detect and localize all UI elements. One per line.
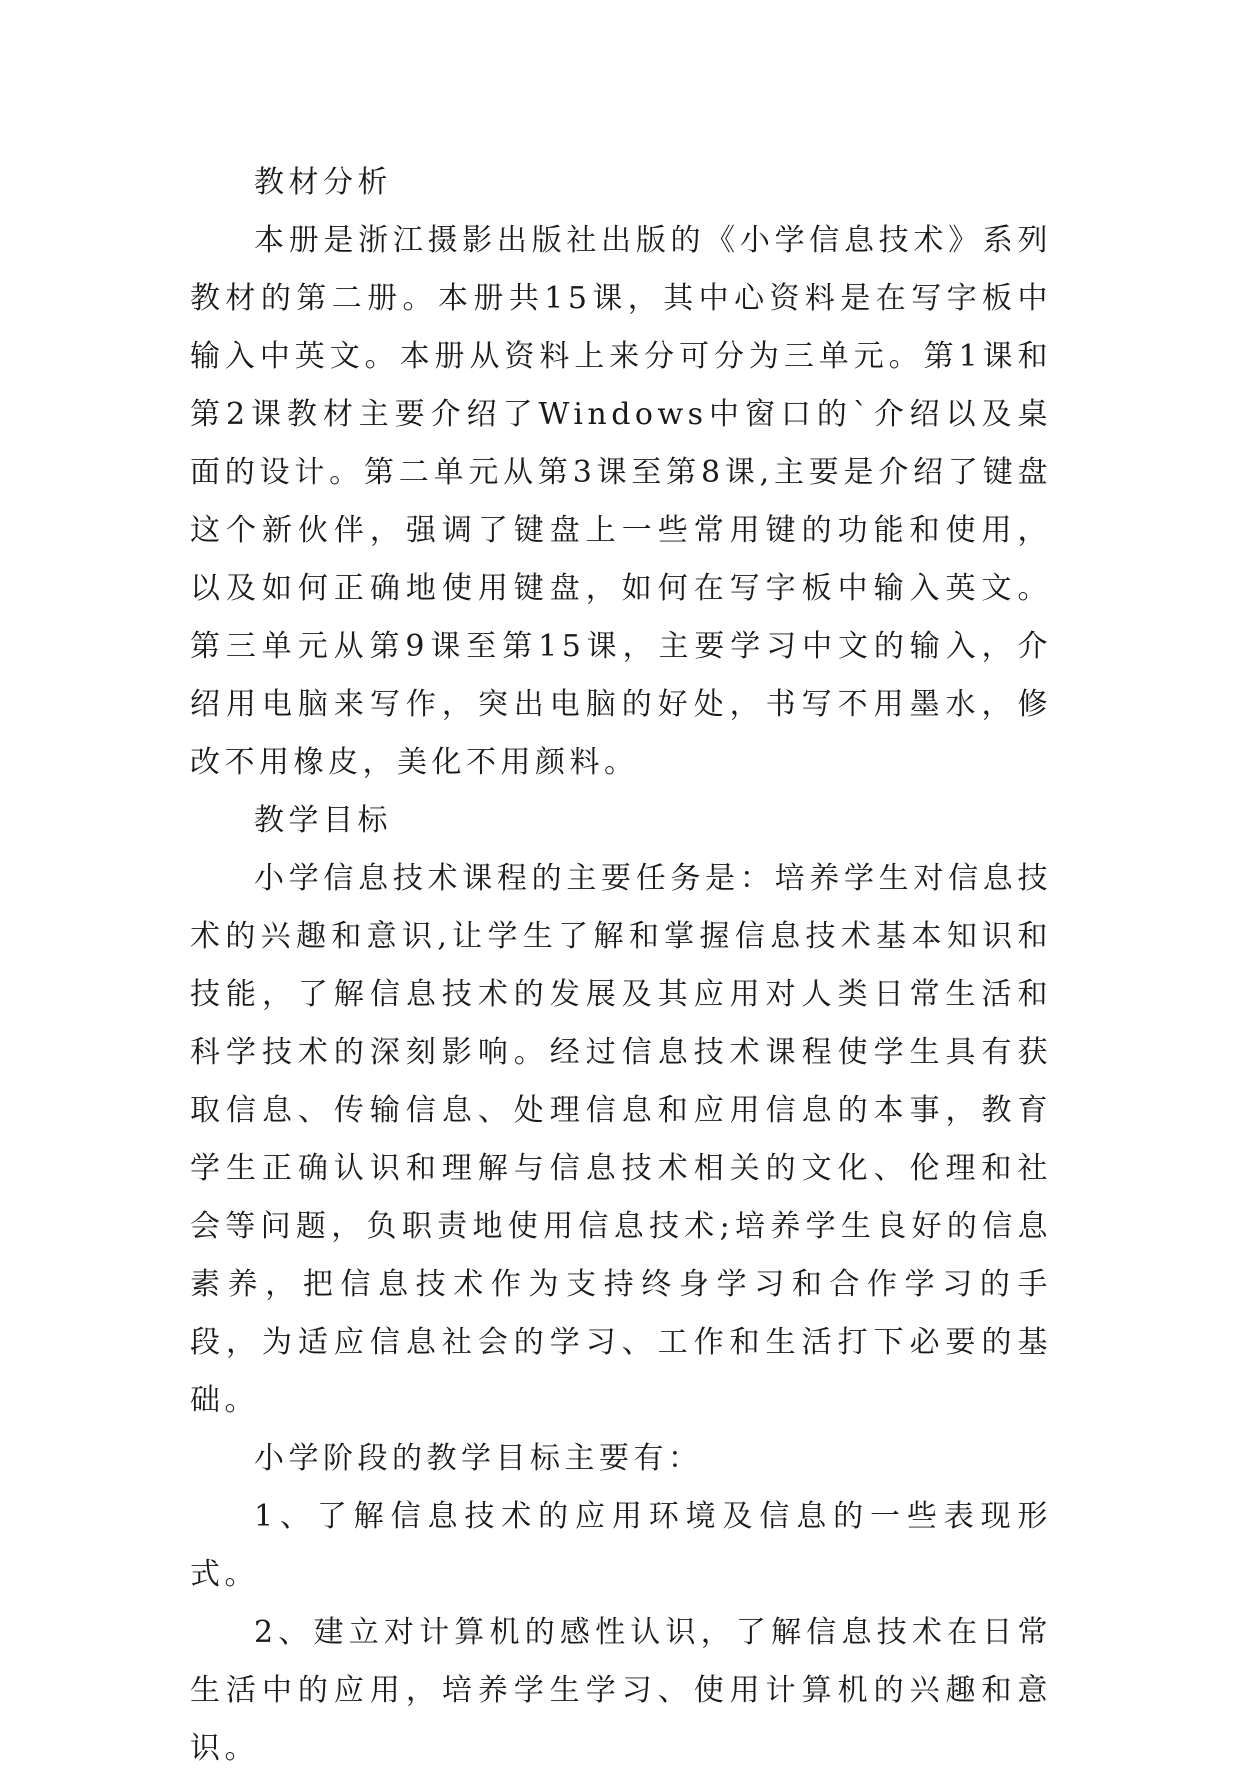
paragraph-textbook-analysis: 本册是浙江摄影出版社出版的《小学信息技术》系列教材的第二册。本册共15课，其中心资料是在写字板中输入中英文。本册从资料上来分可分为三单元。第1课和第2课教材主要介绍了Windows中窗口的`介绍以及桌面的设计。第二单元从第3课至第8课,主要是介绍了键盘这个新伙伴，强调了键盘上一些常用键的功能和使用，以及如何正确地使用键盘，如何在写字板中输入英文。第三单元从第9课至第15课，主要学习中文的输入，介绍用电脑来写作，突出电脑的好处，书写不用墨水，修改不用橡皮，美化不用颜料。: [190, 223, 1052, 780]
list-item-goal-2: 2、建立对计算机的感性认识，了解信息技术在日常生活中的应用，培养学生学习、使用计算机的兴趣和意识。: [190, 1615, 1052, 1766]
heading-textbook-analysis: 教材分析: [254, 165, 392, 200]
paragraph-course-tasks: 小学信息技术课程的主要任务是：培养学生对信息技术的兴趣和意识,让学生了解和掌握信息技术基本知识和技能，了解信息技术的发展及其应用对人类日常生活和科学技术的深刻影响。经过信息技术课程使学生具有获取信息、传输信息、处理信息和应用信息的本事，教育学生正确认识和理解与信息技术相关的文化、伦理和社会等问题，负职责地使用信息技术;培养学生良好的信息素养，把信息技术作为支持终身学习和合作学习的手段，为适应信息社会的学习、工作和生活打下必要的基础。: [190, 861, 1052, 1418]
heading-teaching-goals: 教学目标: [254, 803, 392, 838]
document-body: [190, 154, 1052, 1778]
paragraph-goals-intro: 小学阶段的教学目标主要有：: [254, 1441, 703, 1476]
list-item-goal-1: 1、了解信息技术的应用环境及信息的一些表现形式。: [190, 1499, 1052, 1592]
